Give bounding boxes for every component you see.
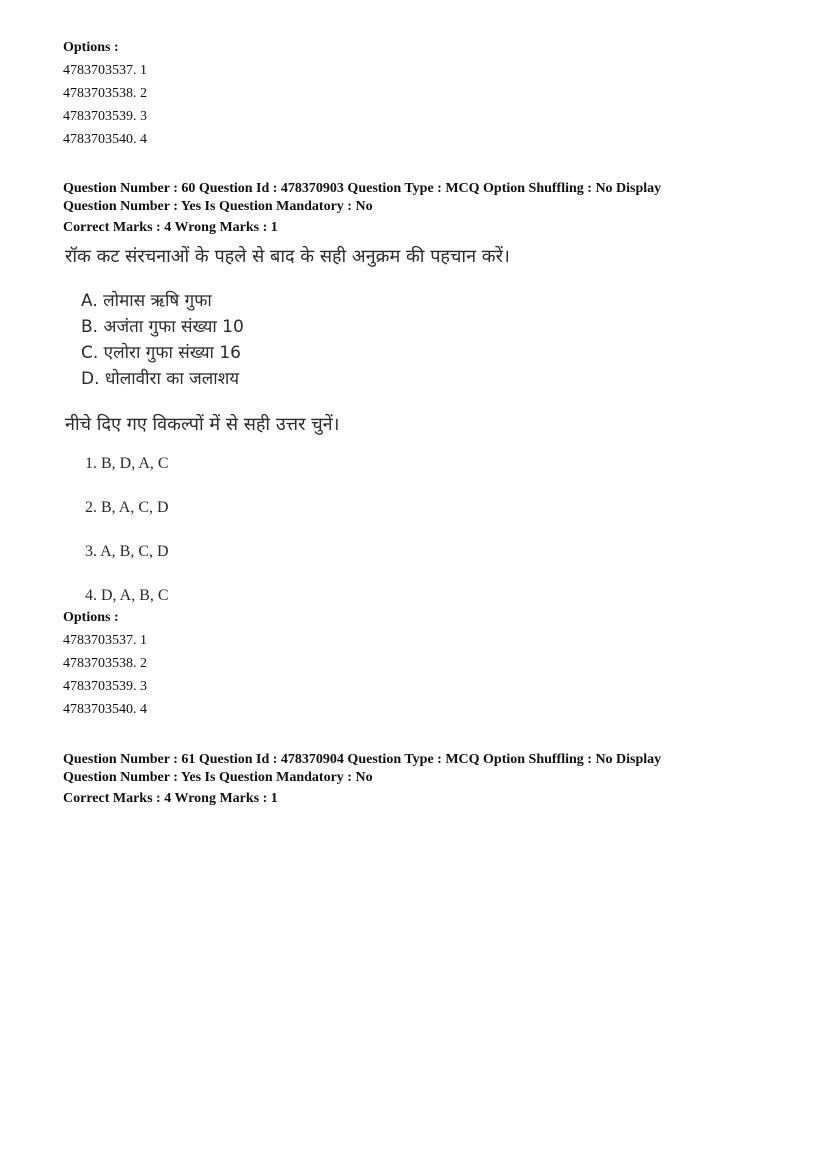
- choice-1: 1. B, D, A, C: [85, 455, 169, 472]
- statement-d: D. धोलावीरा का जलाशय: [81, 369, 240, 389]
- question-text: रॉक कट संरचनाओं के पहले से बाद के सही अनुक्रम की पहचान करें।: [65, 246, 510, 267]
- statement-b: B. अजंता गुफा संख्या 10: [81, 317, 244, 337]
- option-item: 4783703538. 2: [63, 656, 147, 671]
- options-label: Options :: [63, 40, 119, 55]
- choice-4: 4. D, A, B, C: [85, 587, 169, 604]
- option-item: 4783703539. 3: [63, 679, 147, 694]
- options-label: Options :: [63, 610, 119, 625]
- option-item: 4783703538. 2: [63, 86, 147, 101]
- question-61-marks: Correct Marks : 4 Wrong Marks : 1: [63, 791, 278, 806]
- option-item: 4783703540. 4: [63, 702, 147, 717]
- question-61-meta-line1: Question Number : 61 Question Id : 478370904 Question Type : MCQ Option Shuffling : No Display: [63, 752, 662, 767]
- option-item: 4783703537. 1: [63, 633, 147, 648]
- question-60-marks: Correct Marks : 4 Wrong Marks : 1: [63, 220, 278, 235]
- instruction-text: नीचे दिए गए विकल्पों में से सही उत्तर चुनें।: [65, 414, 340, 435]
- option-item: 4783703540. 4: [63, 132, 147, 147]
- choice-2: 2. B, A, C, D: [85, 499, 169, 516]
- question-60-meta-line1: Question Number : 60 Question Id : 478370903 Question Type : MCQ Option Shuffling : No Display: [63, 181, 662, 196]
- option-item: 4783703537. 1: [63, 63, 147, 78]
- choice-3: 3. A, B, C, D: [85, 543, 169, 560]
- question-60-image: [63, 240, 510, 610]
- option-item: 4783703539. 3: [63, 109, 147, 124]
- statement-c: C. एलोरा गुफा संख्या 16: [81, 343, 241, 363]
- statement-a: A. लोमास ऋषि गुफा: [81, 291, 212, 311]
- question-61-meta-line2: Question Number : Yes Is Question Mandatory : No: [63, 770, 373, 785]
- question-60-meta-line2: Question Number : Yes Is Question Mandatory : No: [63, 199, 373, 214]
